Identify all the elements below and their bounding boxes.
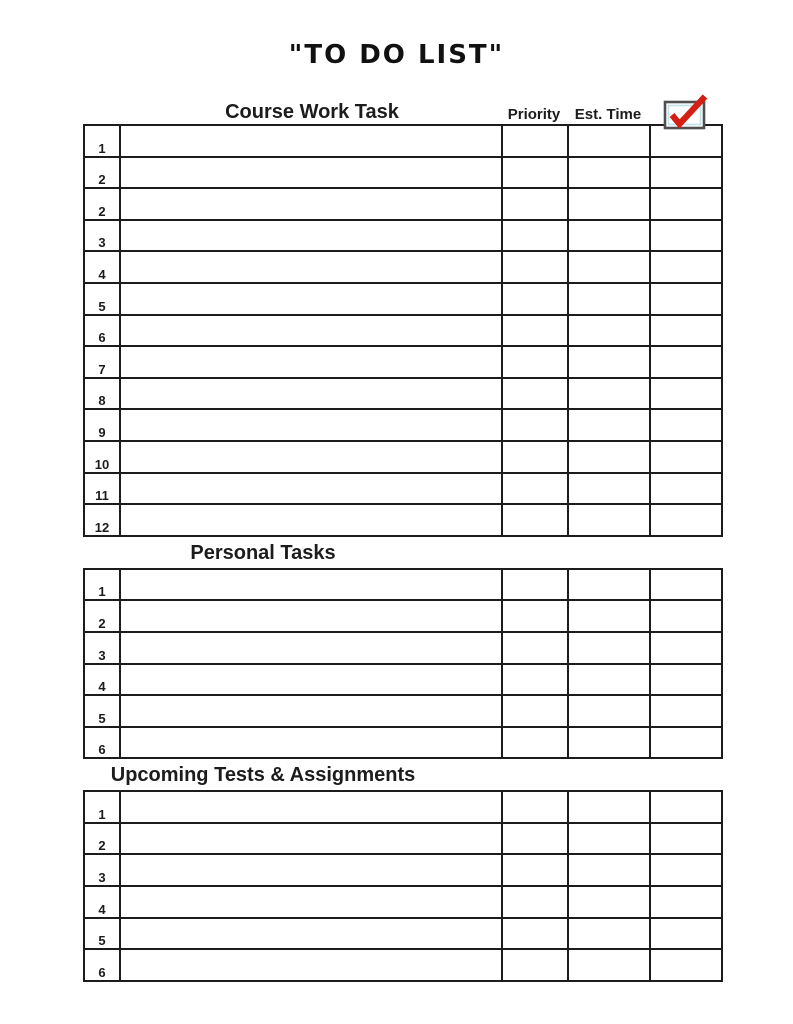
est-time-input-cell[interactable] bbox=[568, 409, 650, 441]
row-number-cell: 4 bbox=[84, 664, 120, 696]
task-input-cell[interactable] bbox=[120, 125, 502, 157]
row-number-cell: 5 bbox=[84, 283, 120, 315]
personal-tasks-table bbox=[83, 568, 723, 760]
est-time-input-cell[interactable] bbox=[568, 949, 650, 981]
section-title-personal-tasks: Personal Tasks bbox=[190, 541, 336, 564]
est-time-input-cell[interactable] bbox=[568, 886, 650, 918]
row-number-cell: 5 bbox=[84, 918, 120, 950]
done-check-cell[interactable] bbox=[650, 251, 722, 283]
done-check-cell[interactable] bbox=[650, 188, 722, 220]
est-time-input-cell[interactable] bbox=[568, 918, 650, 950]
task-input-cell[interactable] bbox=[120, 441, 502, 473]
table-row bbox=[84, 441, 722, 473]
done-check-cell[interactable] bbox=[650, 441, 722, 473]
row-number-cell: 3 bbox=[84, 854, 120, 886]
priority-input-cell[interactable] bbox=[502, 791, 568, 823]
done-check-cell[interactable] bbox=[650, 695, 722, 727]
priority-input-cell[interactable] bbox=[502, 157, 568, 189]
row-number-cell: 5 bbox=[84, 695, 120, 727]
table-row bbox=[84, 504, 722, 536]
row-number-cell: 2 bbox=[84, 600, 120, 632]
task-input-cell[interactable] bbox=[120, 409, 502, 441]
table-row bbox=[84, 600, 722, 632]
table-row bbox=[84, 157, 722, 189]
done-check-cell[interactable] bbox=[650, 600, 722, 632]
priority-input-cell[interactable] bbox=[502, 504, 568, 536]
est-time-input-cell[interactable] bbox=[568, 823, 650, 855]
row-number-cell: 8 bbox=[84, 378, 120, 410]
priority-input-cell[interactable] bbox=[502, 823, 568, 855]
task-input-cell[interactable] bbox=[120, 664, 502, 696]
section-title-upcoming-tests-assignments: Upcoming Tests & Assignments bbox=[110, 764, 416, 787]
est-time-input-cell[interactable] bbox=[568, 283, 650, 315]
task-input-cell[interactable] bbox=[120, 188, 502, 220]
task-input-cell[interactable] bbox=[120, 727, 502, 759]
done-check-cell[interactable] bbox=[650, 727, 722, 759]
task-input-cell[interactable] bbox=[120, 157, 502, 189]
table-row bbox=[84, 886, 722, 918]
priority-input-cell[interactable] bbox=[502, 664, 568, 696]
done-check-cell[interactable] bbox=[650, 409, 722, 441]
est-time-input-cell[interactable] bbox=[568, 188, 650, 220]
section-title-course-work-task: Course Work Task bbox=[225, 101, 399, 123]
done-check-cell[interactable] bbox=[650, 632, 722, 664]
task-input-cell[interactable] bbox=[120, 823, 502, 855]
row-number-cell: 6 bbox=[84, 727, 120, 759]
task-input-cell[interactable] bbox=[120, 791, 502, 823]
priority-input-cell[interactable] bbox=[502, 600, 568, 632]
done-check-cell[interactable] bbox=[650, 918, 722, 950]
priority-input-cell[interactable] bbox=[502, 283, 568, 315]
table-row bbox=[84, 664, 722, 696]
table-row bbox=[84, 569, 722, 601]
table-row bbox=[84, 409, 722, 441]
table-row bbox=[84, 632, 722, 664]
task-input-cell[interactable] bbox=[120, 315, 502, 347]
priority-input-cell[interactable] bbox=[502, 695, 568, 727]
table-row bbox=[84, 854, 722, 886]
table-row bbox=[84, 791, 722, 823]
est-time-input-cell[interactable] bbox=[568, 695, 650, 727]
table-row bbox=[84, 220, 722, 252]
est-time-input-cell[interactable] bbox=[568, 727, 650, 759]
est-time-input-cell[interactable] bbox=[568, 600, 650, 632]
est-time-input-cell[interactable] bbox=[568, 220, 650, 252]
done-check-cell[interactable] bbox=[650, 473, 722, 505]
priority-input-cell[interactable] bbox=[502, 409, 568, 441]
upcoming-tests-assignments-table bbox=[83, 790, 723, 982]
table-row bbox=[84, 315, 722, 347]
task-input-cell[interactable] bbox=[120, 854, 502, 886]
table-row bbox=[84, 727, 722, 759]
est-time-input-cell[interactable] bbox=[568, 125, 650, 157]
row-number-cell: 1 bbox=[84, 791, 120, 823]
row-number-cell: 11 bbox=[84, 473, 120, 505]
task-input-cell[interactable] bbox=[120, 251, 502, 283]
priority-input-cell[interactable] bbox=[502, 886, 568, 918]
table-row bbox=[84, 378, 722, 410]
est-time-input-cell[interactable] bbox=[568, 346, 650, 378]
done-check-cell[interactable] bbox=[650, 504, 722, 536]
done-check-cell[interactable] bbox=[650, 791, 722, 823]
row-number-cell: 2 bbox=[84, 188, 120, 220]
done-check-cell[interactable] bbox=[650, 949, 722, 981]
done-check-cell[interactable] bbox=[650, 823, 722, 855]
row-number-cell: 4 bbox=[84, 251, 120, 283]
task-input-cell[interactable] bbox=[120, 473, 502, 505]
done-check-cell[interactable] bbox=[650, 346, 722, 378]
est-time-column-header: Est. Time bbox=[574, 106, 642, 123]
est-time-input-cell[interactable] bbox=[568, 157, 650, 189]
est-time-input-cell[interactable] bbox=[568, 569, 650, 601]
priority-input-cell[interactable] bbox=[502, 918, 568, 950]
done-check-cell[interactable] bbox=[650, 854, 722, 886]
priority-column-header: Priority bbox=[507, 106, 561, 123]
task-input-cell[interactable] bbox=[120, 504, 502, 536]
est-time-input-cell[interactable] bbox=[568, 664, 650, 696]
done-check-cell[interactable] bbox=[650, 315, 722, 347]
task-input-cell[interactable] bbox=[120, 220, 502, 252]
priority-input-cell[interactable] bbox=[502, 854, 568, 886]
priority-input-cell[interactable] bbox=[502, 949, 568, 981]
task-input-cell[interactable] bbox=[120, 600, 502, 632]
priority-input-cell[interactable] bbox=[502, 315, 568, 347]
done-check-cell[interactable] bbox=[650, 569, 722, 601]
task-input-cell[interactable] bbox=[120, 949, 502, 981]
done-check-cell[interactable] bbox=[650, 664, 722, 696]
priority-input-cell[interactable] bbox=[502, 220, 568, 252]
table-row bbox=[84, 473, 722, 505]
est-time-input-cell[interactable] bbox=[568, 632, 650, 664]
priority-input-cell[interactable] bbox=[502, 473, 568, 505]
est-time-input-cell[interactable] bbox=[568, 473, 650, 505]
row-number-cell: 6 bbox=[84, 949, 120, 981]
done-check-cell[interactable] bbox=[650, 378, 722, 410]
priority-input-cell[interactable] bbox=[502, 125, 568, 157]
course-work-task-table bbox=[83, 124, 723, 537]
priority-input-cell[interactable] bbox=[502, 727, 568, 759]
est-time-input-cell[interactable] bbox=[568, 791, 650, 823]
priority-input-cell[interactable] bbox=[502, 188, 568, 220]
row-number-cell: 10 bbox=[84, 441, 120, 473]
done-check-cell[interactable] bbox=[650, 886, 722, 918]
est-time-input-cell[interactable] bbox=[568, 251, 650, 283]
table-row bbox=[84, 283, 722, 315]
task-input-cell[interactable] bbox=[120, 632, 502, 664]
table-row bbox=[84, 251, 722, 283]
priority-input-cell[interactable] bbox=[502, 378, 568, 410]
row-number-cell: 7 bbox=[84, 346, 120, 378]
table-row bbox=[84, 918, 722, 950]
table-row bbox=[84, 188, 722, 220]
task-input-cell[interactable] bbox=[120, 695, 502, 727]
table-row bbox=[84, 346, 722, 378]
row-number-cell: 1 bbox=[84, 125, 120, 157]
task-input-cell[interactable] bbox=[120, 569, 502, 601]
page-title: "TO DO LIST" bbox=[288, 40, 505, 70]
est-time-input-cell[interactable] bbox=[568, 378, 650, 410]
row-number-cell: 6 bbox=[84, 315, 120, 347]
done-check-cell[interactable] bbox=[650, 157, 722, 189]
red-checkmark-checkbox-icon bbox=[662, 94, 708, 124]
table-row bbox=[84, 823, 722, 855]
priority-input-cell[interactable] bbox=[502, 441, 568, 473]
priority-input-cell[interactable] bbox=[502, 346, 568, 378]
priority-input-cell[interactable] bbox=[502, 632, 568, 664]
checkbox-header-cell bbox=[649, 94, 721, 124]
est-time-input-cell[interactable] bbox=[568, 854, 650, 886]
task-input-cell[interactable] bbox=[120, 886, 502, 918]
done-check-cell[interactable] bbox=[650, 283, 722, 315]
est-time-input-cell[interactable] bbox=[568, 504, 650, 536]
row-number-cell: 3 bbox=[84, 632, 120, 664]
row-number-cell: 12 bbox=[84, 504, 120, 536]
priority-input-cell[interactable] bbox=[502, 569, 568, 601]
row-number-cell: 3 bbox=[84, 220, 120, 252]
done-check-cell[interactable] bbox=[650, 220, 722, 252]
table-row bbox=[84, 125, 722, 157]
course-work-header-row bbox=[83, 90, 721, 124]
row-number-cell: 9 bbox=[84, 409, 120, 441]
priority-input-cell[interactable] bbox=[502, 251, 568, 283]
table-row bbox=[84, 695, 722, 727]
table-row bbox=[84, 949, 722, 981]
row-number-cell: 2 bbox=[84, 157, 120, 189]
task-input-cell[interactable] bbox=[120, 378, 502, 410]
est-time-input-cell[interactable] bbox=[568, 441, 650, 473]
row-number-cell: 2 bbox=[84, 823, 120, 855]
task-input-cell[interactable] bbox=[120, 346, 502, 378]
task-input-cell[interactable] bbox=[120, 918, 502, 950]
page-content bbox=[83, 90, 721, 982]
task-input-cell[interactable] bbox=[120, 283, 502, 315]
row-number-cell: 4 bbox=[84, 886, 120, 918]
row-number-cell: 1 bbox=[84, 569, 120, 601]
est-time-input-cell[interactable] bbox=[568, 315, 650, 347]
